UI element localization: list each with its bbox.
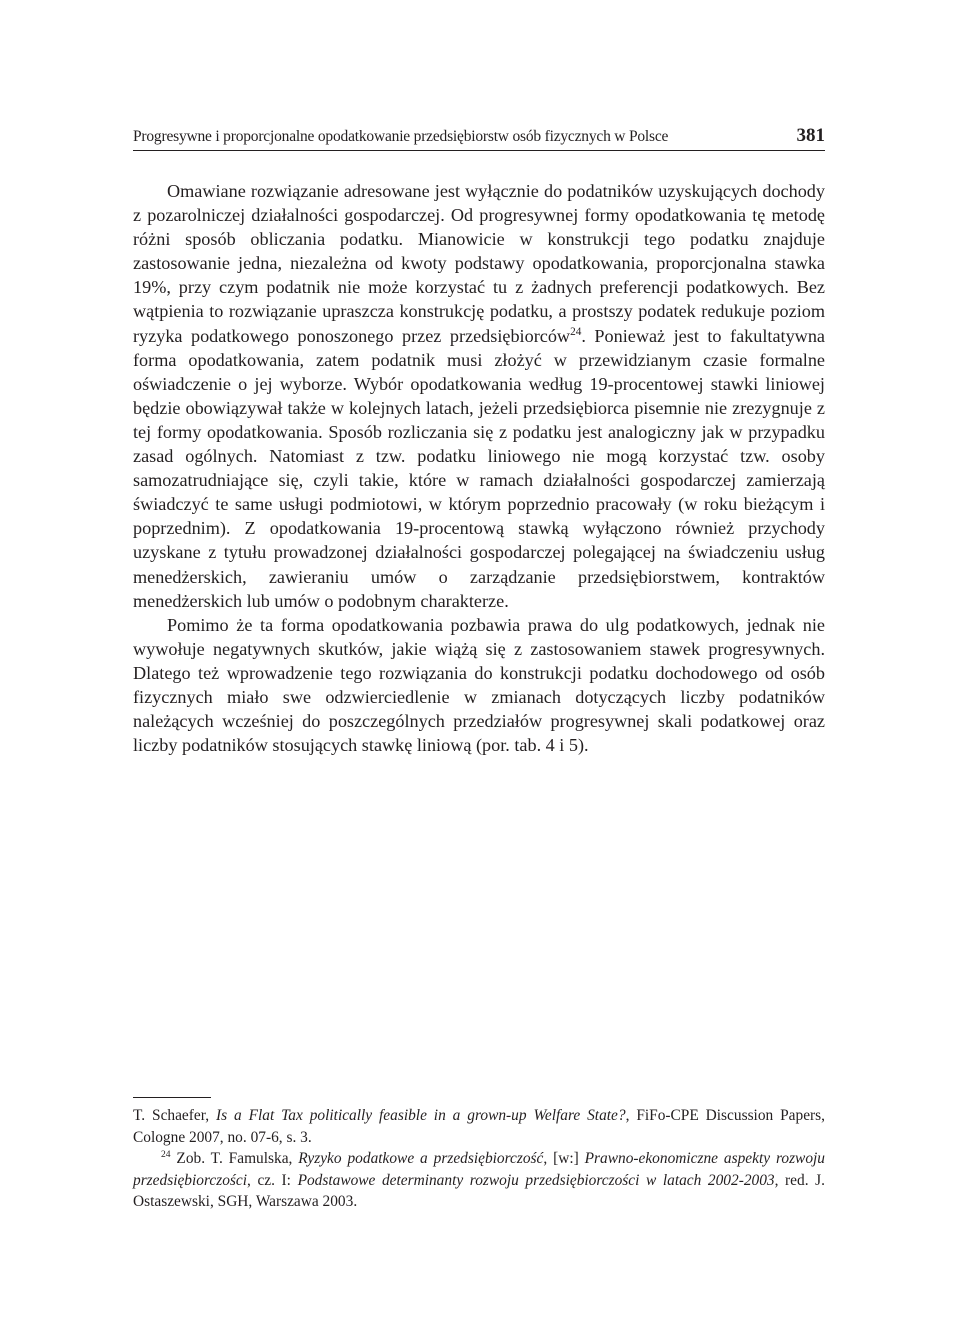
footnote-continued <box>133 1105 825 1148</box>
footnote-separator <box>133 1097 211 1098</box>
footnote-24-mid-1: , [w:] <box>543 1150 585 1167</box>
footnote-24-number: 24 <box>161 1148 171 1160</box>
running-header <box>133 126 825 151</box>
footnote-24-rest: , red. J. Ostaszewski, SGH, Warszawa 2003. <box>133 1171 825 1210</box>
main-text <box>133 179 825 757</box>
footnote-continued-title: Is a Flat Tax politically feasible in a grown-up Welfare State? <box>215 1107 626 1124</box>
paragraph-1-text-a: Omawiane rozwiązanie adresowane jest wyłącznie do podatników uzyskujących dochody z pozarolniczej działalności gospodarczej. Od progresywnej formy opodatkowania tę metodę różni sposób obliczania podatku. Mianowicie w konstrukcji tego podatku znajduje zastosowanie jedna, niezależna od kwoty podstawy opodatkowania, proporcjonalna stawka 19%, przy czym podatnik nie może korzystać tu z żadnych preferencji podatkowych. Bez wątpienia to rozwiązanie upraszcza konstrukcję podatku, a prostszy podatek redukuje poziom ryzyka podatkowego ponoszonego przez przedsiębiorców <box>133 181 825 346</box>
running-title: Progresywne i proporcjonalne opodatkowanie przedsiębiorstw osób fizycznych w Polsce <box>133 128 669 145</box>
footnote-24-title-3: Podstawowe determinanty rozwoju przedsiębiorczości w latach 2002-2003 <box>297 1171 775 1189</box>
footnote-24 <box>133 1148 825 1213</box>
footnotes <box>133 1105 825 1213</box>
footnote-continued-rest: , FiFo-CPE Discussion Papers, Cologne 2007, no. 07-6, s. 3. <box>133 1107 826 1146</box>
footnote-24-title-2: Prawno-ekonomiczne aspekty rozwoju przedsiębiorczości <box>133 1150 825 1189</box>
footnote-24-title-1: Ryzyko podatkowe a przedsiębiorczość <box>298 1150 544 1167</box>
paragraph-1-text-b: . Ponieważ jest to fakultatywna forma opodatkowania, zatem podatnik musi złożyć w przewidzianym czasie formalne oświadczenie o jej wyborze. Wybór opodatkowania według 19-procentowej stawki liniowej będzie obowiązywał także w kolejnych latach, jeżeli przedsiębiorca pisemnie nie zrezygnuje z tej formy opodatkowania. Sposób rozliczania się z podatku jest analogiczny jak w przypadku zasad ogólnych. Natomiast z tzw. podatku liniowego nie mogą korzystać tzw. osoby samozatrudniające się, czyli takie, które w ramach działalności gospodarczej zamierzają świadczyć te same usługi podmiotowi, w którym poprzednio pracowały (w roku bieżącym i poprzednim). Z opodatkowania 19-procentową stawką wyłączono również przychody uzyskane z tytułu prowadzonej działalności gospodarczej polegającej na świadczeniu usług menedżerskich, zawieraniu umów o zarządzanie przedsiębiorstwem, kontraktów menedżerskich lub umów o podobnym charakterze. <box>133 325 825 611</box>
footnote-reference-24[interactable]: 24 <box>570 325 582 338</box>
footnote-continued-lead: T. Schaefer, <box>133 1107 216 1124</box>
paragraph-2: Pomimo że ta forma opodatkowania pozbawia prawa do ulg podatkowych, jednak nie wywołuje negatywnych skutków, jakie wiążą się z zastosowaniem stawek progresywnych. Dlatego też wprowadzenie tego rozwiązania do konstrukcji podatku dochodowego od osób fizycznych miało swe odzwierciedlenie w zmianach dotyczących liczby podatników należących wcześniej do poszczególnych przedziałów progresywnej skali podatkowej oraz liczby podatników stosujących stawkę liniową (por. tab. 4 i 5). <box>133 614 825 756</box>
page-number: 381 <box>796 125 825 146</box>
footnote-24-mid-2: , cz. I: <box>247 1171 298 1189</box>
footnote-24-lead: Zob. T. Famulska, <box>170 1150 299 1167</box>
paragraph-1 <box>133 179 825 613</box>
document-page <box>133 0 825 1332</box>
